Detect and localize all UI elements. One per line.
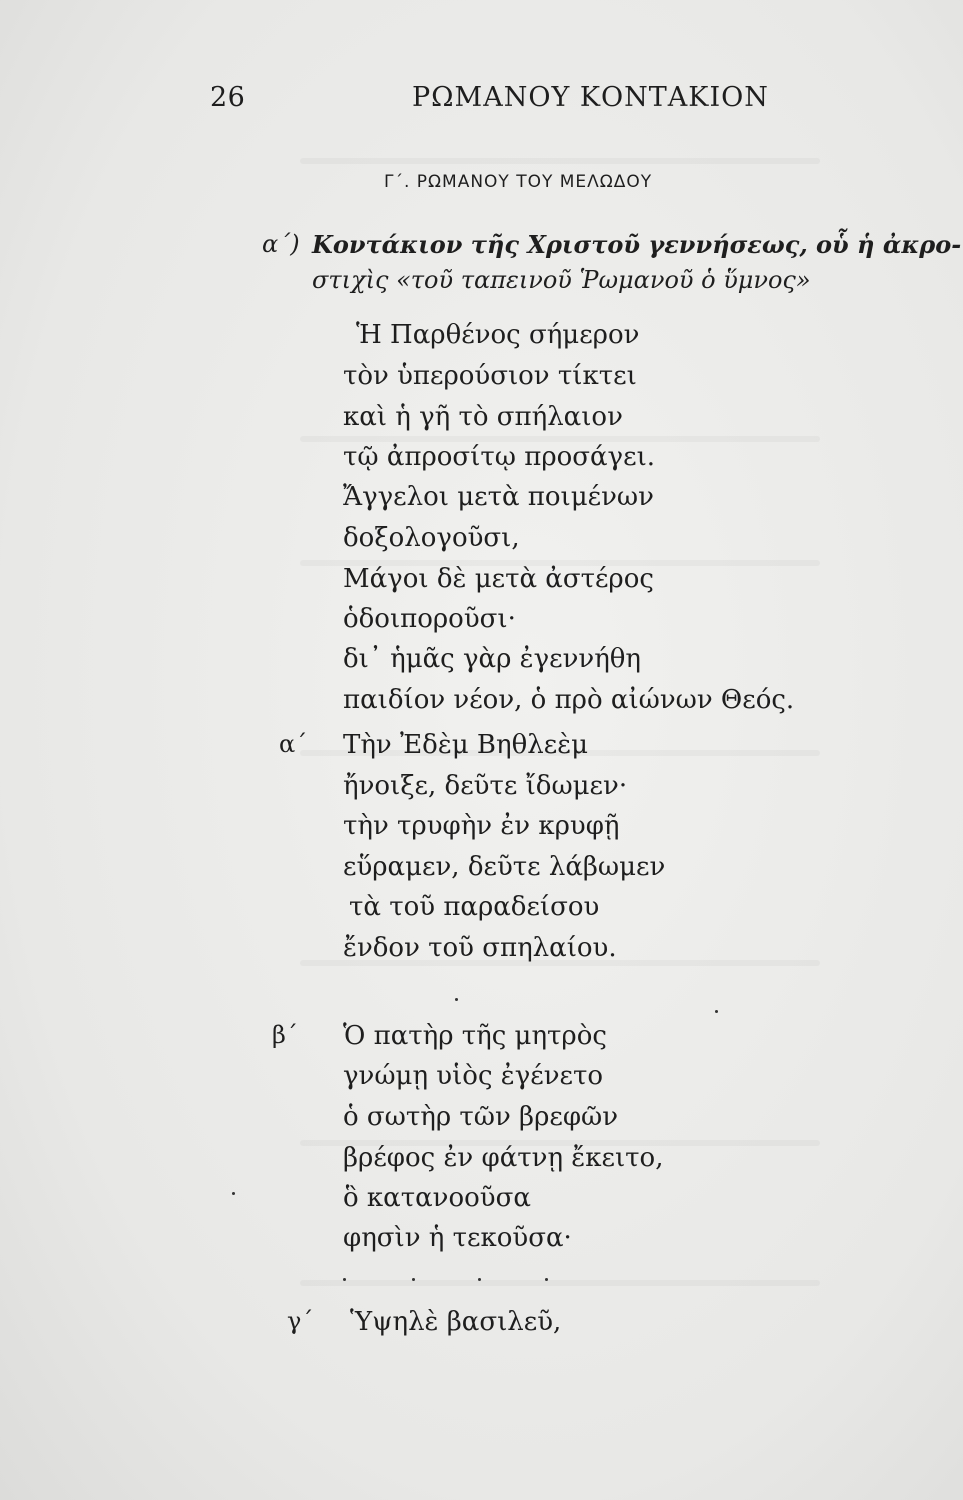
verse-line: δι᾿ ἡμᾶς γὰρ ἐγεννήθη — [343, 644, 641, 674]
verse-line: ἔνδον τοῦ σπηλαίου. — [343, 933, 617, 963]
ornament-dot — [545, 1278, 548, 1281]
verse-line: Τὴν Ἐδὲμ Βηθλεὲμ — [343, 730, 589, 760]
stanza-label: β΄ — [272, 1021, 298, 1049]
verse-line: παιδίον νέον, ὁ πρὸ αἰώνων Θεός. — [343, 685, 795, 715]
author-heading: Γ΄. ΡΩΜΑΝΟΥ ΤΟΥ ΜΕΛΩΔΟΥ — [384, 172, 653, 192]
verse-line: Ἄγγελοι μετὰ ποιμένων — [343, 482, 654, 512]
verse-line: τῷ ἀπροσίτῳ προσάγει. — [343, 442, 656, 472]
kontakion-title-line: Κοντάκιον τῆς Χριστοῦ γεννήσεως, οὗ ἡ ἀκρο- — [312, 230, 962, 259]
ornament-dot — [455, 998, 458, 1001]
stanza-label: α΄ — [279, 730, 308, 758]
verse-line: Ὑψηλὲ βασιλεῦ, — [350, 1307, 562, 1337]
running-title: ΡΩΜΑΝΟΥ ΚΟΝΤΑΚΙΟΝ — [412, 82, 769, 113]
verse-line: Μάγοι δὲ μετὰ ἀστέρος — [343, 564, 654, 594]
stanza-label: γ΄ — [287, 1307, 314, 1335]
verse-line: φησὶν ἡ τεκοῦσα· — [343, 1223, 572, 1253]
verse-line: δοξολογοῦσι, — [343, 523, 520, 553]
kontakion-title-line: στιχὶς «τοῦ ταπεινοῦ Ῥωμανοῦ ὁ ὕμνος» — [312, 266, 811, 294]
page-number: 26 — [210, 82, 246, 113]
verse-line: τὰ τοῦ παραδείσου — [349, 892, 600, 922]
verse-line: ἤνοιξε, δεῦτε ἴδωμεν· — [343, 771, 628, 801]
verse-line: ὁ σωτὴρ τῶν βρεφῶν — [343, 1102, 619, 1132]
ornament-dot — [412, 1278, 415, 1281]
verse-line: καὶ ἡ γῆ τὸ σπήλαιον — [343, 402, 623, 432]
verse-line: Ὁ πατὴρ τῆς μητρὸς — [343, 1021, 607, 1051]
verse-line: βρέφος ἐν φάτνῃ ἔκειτο, — [343, 1143, 664, 1173]
verse-line: εὕραμεν, δεῦτε λάβωμεν — [343, 852, 666, 882]
bleed-through — [300, 1280, 820, 1286]
verse-line: τὴν τρυφὴν ἐν κρυφῇ — [343, 811, 620, 841]
verse-line: ὃ κατανοοῦσα — [343, 1183, 531, 1213]
ornament-dot — [232, 1192, 235, 1195]
ornament-dot — [343, 1278, 346, 1281]
verse-line: γνώμῃ υἱὸς ἐγένετο — [343, 1061, 604, 1091]
item-label: α΄) — [262, 230, 300, 258]
verse-line: ὁδοιποροῦσι· — [343, 604, 516, 634]
bleed-through — [300, 158, 820, 164]
ornament-dot — [715, 1010, 718, 1013]
verse-line: τὸν ὑπερούσιον τίκτει — [343, 361, 637, 391]
ornament-dot — [478, 1278, 481, 1281]
verse-line: Ἡ Παρθένος σήμερον — [356, 320, 640, 350]
